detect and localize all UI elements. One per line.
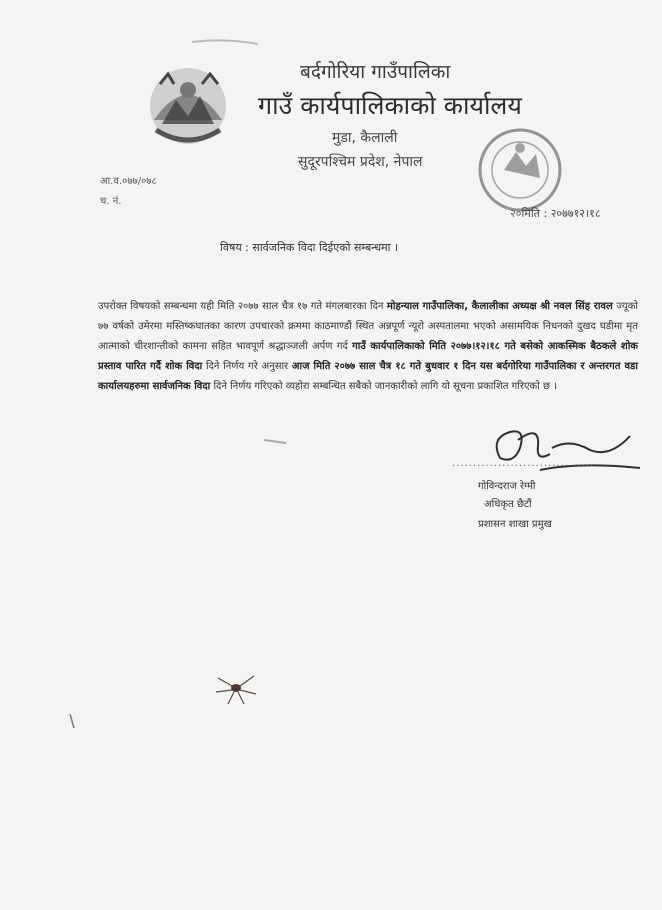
body-seg2: मोहन्याल गाउँपालिका, कैलालीका अध्यक्ष श्री नवल सिंह रावल [386,301,613,312]
office-location: मुडा, कैलाली [332,130,398,146]
scan-smudge [190,36,260,48]
date-prefix: २० [510,207,522,220]
dispatch-number: च. नं. [100,196,122,207]
body-seg7: र अन्तरगत वडा कार्यालयहरुमा सार्वजनिक विदा [98,361,638,392]
body-seg4: गाउँ कार्यपालिकाको मिति २०७७।१२।१८ गते बसेको आकस्मिक बैठकले शोक प्रस्ताव पारित गर्दै शोक विदा [98,341,638,372]
fiscal-year: आ.व.०७७/०७८ [100,176,157,187]
scan-smudge [262,436,288,446]
signatory-role: प्रशासन शाखा प्रमुख [478,519,552,530]
body-seg6: आज मिति २०७७ साल चैत्र १८ गते बुधवार १ दिन यस बर्दगोरिया गाउँपालिका [291,361,577,372]
office-title: गाउँ कार्यपालिकाको कार्यालय [258,91,522,120]
signature-line: .................................. [452,458,595,469]
signatory-name: गोविन्दराज रेग्मी [478,481,536,492]
letter-body [98,297,638,397]
body-seg3: ज्यूको ७७ वर्षको उमेरमा मस्तिष्कघातका कारण उपचारको क्रममा काठमाण्डौं स्थित अन्नपूर्ण न्यूरो अस्पतालमा भएको असामयिक निधनको दुखद घडीमा मृत आत्माको चीरशान्तीको कामना सहित भावपूर्ण श्रद्धाञ्जली अर्पण गर्द [98,301,638,352]
scan-speck [66,712,78,730]
signatory-title: अधिकृत छैटौं [484,499,532,510]
spider-speck [210,668,260,708]
letter-date [510,206,601,221]
body-seg8: दिने निर्णय गरिएको व्यहोरा सम्बन्धित सबैको जानकारीको लागि यो सूचना प्रकाशित गरिएको छ । [210,381,557,392]
nepal-government-emblem [140,60,236,150]
municipality-name: बर्दगोरिया गाउँपालिका [300,61,451,83]
body-seg1: उपरोक्त विषयको सम्बन्धमा यही मिति २०७७ साल चैत्र १७ गते मंगलबारका दिन [98,301,387,312]
handwritten-signature [480,418,650,478]
body-seg5: दिने निर्णय गरे अनुसार [202,361,292,372]
letter-subject: विषय : सार्वजनिक विदा दिईएको सम्बन्धमा । [220,241,399,254]
office-province: सुदूरपश्चिम प्रदेश, नेपाल [298,154,423,170]
office-stamp [460,118,572,218]
date-label: मिति : २०७७१२।१८ [521,207,601,220]
